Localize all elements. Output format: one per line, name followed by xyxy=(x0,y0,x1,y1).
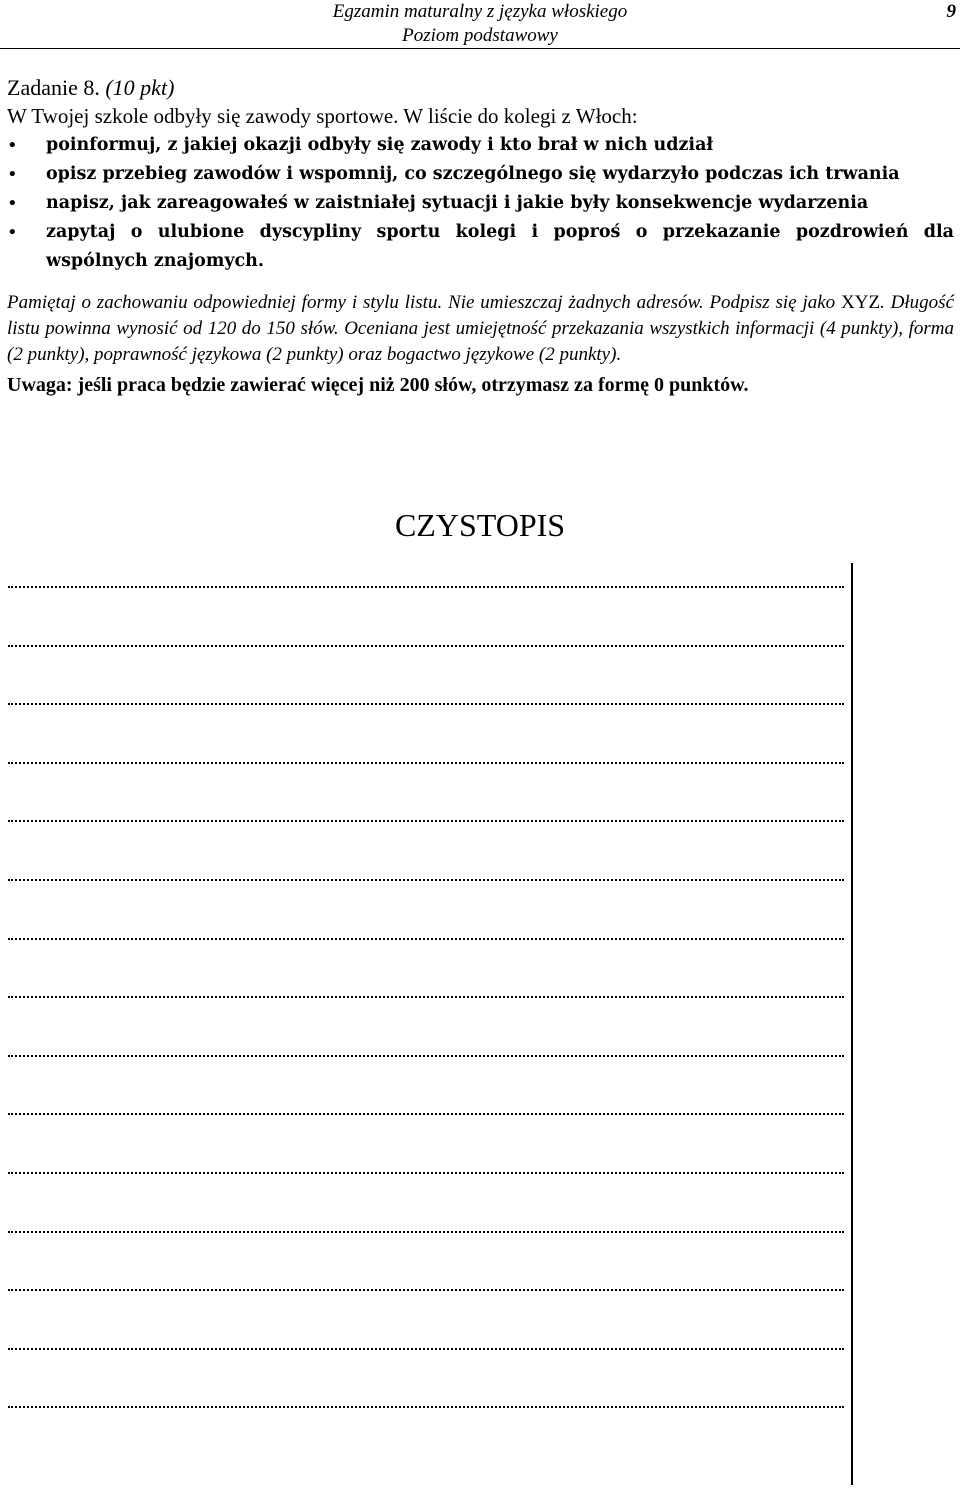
task-bullet-item xyxy=(7,160,954,189)
answer-line[interactable] xyxy=(8,1388,844,1447)
answer-line[interactable] xyxy=(8,744,844,803)
task-title xyxy=(7,74,954,102)
task-bullet-item xyxy=(7,218,954,276)
page-number: 9 xyxy=(946,1,956,22)
answer-line[interactable] xyxy=(8,1037,844,1096)
answer-line[interactable] xyxy=(8,802,844,861)
margin-rule xyxy=(851,563,853,1485)
task-instructions xyxy=(7,290,954,368)
answer-line[interactable] xyxy=(8,1213,844,1272)
task-bullet-text: napisz, jak zareagowałeś w zaistniałej sytuacji i jakie były konsekwencje wydarzenia xyxy=(46,193,869,213)
exam-title xyxy=(0,0,960,48)
task-bullet-text: opisz przebieg zawodów i wspomnij, co szczególnego się wydarzyło podczas ich trwania xyxy=(46,164,900,184)
instructions-text-2: . Długość listu powinna wynosić od 120 do 150 słów. Oceniana jest umiejętność przekazania wszystkich informacji (4 punkty), forma (2 punkty), poprawność językowa (2 punkty) oraz bogactwo językowe (2 punkty). xyxy=(7,292,955,365)
exam-title-line1: Egzamin maturalny z języka włoskiego xyxy=(332,1,628,22)
task-number: Zadanie 8. xyxy=(7,75,100,100)
bullet-icon: • xyxy=(7,164,18,185)
word-limit-warning: Uwaga: jeśli praca będzie zawierać więcej niż 200 słów, otrzymasz za formę 0 punktów. xyxy=(7,374,749,396)
answer-line[interactable] xyxy=(8,568,844,627)
answer-line[interactable] xyxy=(8,627,844,686)
exam-title-line2: Poziom podstawowy xyxy=(402,25,558,46)
page-header xyxy=(0,0,960,49)
task-bullet-text: poinformuj, z jakiej okazji odbyły się zawody i kto brał w nich udział xyxy=(46,135,714,155)
task-intro: W Twojej szkole odbyły się zawody sportowe. W liście do kolegi z Włoch: xyxy=(7,104,638,128)
signature-placeholder: XYZ xyxy=(841,292,881,313)
bullet-icon: • xyxy=(7,222,18,243)
task-bullet-item xyxy=(7,131,954,160)
answer-line[interactable] xyxy=(8,978,844,1037)
answer-line[interactable] xyxy=(8,861,844,920)
answer-line[interactable] xyxy=(8,1330,844,1389)
answer-line[interactable] xyxy=(8,1154,844,1213)
instructions-text-1: Pamiętaj o zachowaniu odpowiedniej formy i stylu listu. Nie umieszczaj żadnych adresów. Podpisz się jako xyxy=(7,292,842,313)
bullet-icon: • xyxy=(7,193,18,214)
task-section xyxy=(7,74,954,399)
answer-line[interactable] xyxy=(8,1095,844,1154)
task-points: (10 pkt) xyxy=(105,75,175,100)
answer-line[interactable] xyxy=(8,920,844,979)
task-bullet-item xyxy=(7,189,954,218)
task-bullet-list xyxy=(7,131,954,276)
answer-line[interactable] xyxy=(8,685,844,744)
bullet-icon: • xyxy=(7,135,18,156)
answer-line[interactable] xyxy=(8,1271,844,1330)
answer-heading: CZYSTOPIS xyxy=(394,507,566,543)
task-bullet-text: zapytaj o ulubione dyscypliny sportu kolegi i poproś o przekazanie pozdrowień dla wspólnych znajomych. xyxy=(46,222,954,271)
answer-lines[interactable] xyxy=(8,568,844,1447)
